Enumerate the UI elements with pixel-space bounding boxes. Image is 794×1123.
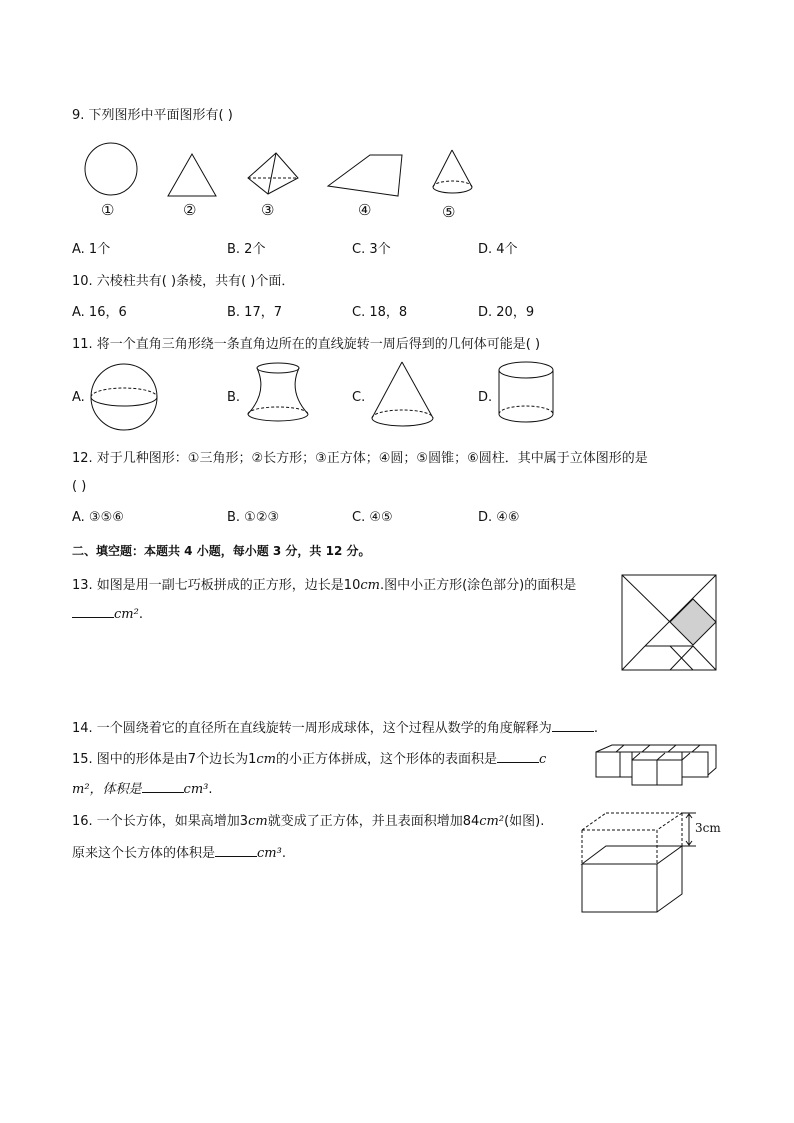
figure-label-4: ④: [358, 201, 372, 219]
figure-label-2: ②: [183, 201, 197, 219]
q12-option-d[interactable]: D. ④⑥: [478, 510, 520, 525]
q12-option-a[interactable]: A. ③⑤⑥: [72, 510, 124, 525]
q9-option-a[interactable]: A. 1个: [72, 242, 111, 257]
q15-text-a: 15. 图中的形体是由7个边长为1: [72, 752, 257, 767]
q12-stem-cont: ( ): [72, 479, 87, 494]
q15-text-m: m²，体积是: [72, 782, 142, 797]
q13-text-a: 13. 如图是用一副七巧板拼成的正方形，边长是10: [72, 578, 361, 593]
q15-volume-unit: cm³: [183, 782, 209, 797]
q10-stem: 10. 六棱柱共有( )条棱，共有( )个面．: [72, 274, 295, 289]
q16-end: .: [281, 846, 286, 861]
q16-text-b: 就变成了正方体，并且表面积增加84: [267, 814, 480, 829]
q10-option-a[interactable]: A. 16，6: [72, 305, 127, 320]
figure-label-5: ⑤: [442, 203, 456, 221]
q15-unit: cm: [256, 752, 276, 767]
q15-tail: c: [538, 752, 547, 767]
q16-answer-unit: cm³: [257, 846, 282, 861]
q12-option-c[interactable]: C. ④⑤: [352, 510, 393, 525]
figure-label-1: ①: [101, 201, 115, 219]
q12-option-b[interactable]: B. ①②③: [227, 510, 280, 525]
q16-text-d: 原来这个长方体的体积是: [72, 846, 216, 861]
q15-text-b: 的小正方体拼成，这个形体的表面积是: [275, 752, 497, 767]
q10-option-b[interactable]: B. 17，7: [227, 305, 282, 320]
q11-option-c[interactable]: C.: [352, 390, 366, 405]
q11-stem: 11. 将一个直角三角形绕一条直角边所在的直线旋转一周后得到的几何体可能是( ): [72, 337, 541, 352]
figure-label-3: ③: [261, 201, 275, 219]
q9-option-c[interactable]: C. 3个: [352, 242, 391, 257]
q9-option-d[interactable]: D. 4个: [478, 242, 518, 257]
q16-text-a: 16. 一个长方体，如果高增加3: [72, 814, 249, 829]
q15-end: .: [208, 782, 213, 797]
q16-unit: cm: [248, 814, 268, 829]
q12-stem: 12. 对于几种图形：①三角形；②长方形；③正方体；④圆；⑤圆锥；⑥圆柱．其中属于立体图形的是: [72, 451, 648, 466]
q16-text-c: (如图).: [504, 814, 545, 829]
q13-answer-unit: cm²: [114, 607, 139, 622]
q11-option-b[interactable]: B.: [227, 390, 241, 405]
q11-option-d[interactable]: D.: [478, 390, 493, 405]
q9-stem: 9. 下列图形中平面图形有( ): [72, 108, 233, 123]
q13-unit: cm: [360, 578, 380, 593]
q10-option-d[interactable]: D. 20，9: [478, 305, 535, 320]
q11-option-a[interactable]: A.: [72, 390, 85, 405]
section-heading: 二、填空题：本题共 4 小题，每小题 3 分，共 12 分。: [72, 544, 371, 558]
q13-text-b: .图中小正方形(涂色部分)的面积是: [379, 578, 577, 593]
q14-end: .: [593, 721, 598, 736]
q16-unit2: cm²: [479, 814, 505, 829]
q14-text: 14. 一个圆绕着它的直径所在直线旋转一周形成球体，这个过程从数学的角度解释为: [72, 721, 552, 736]
q16-figure-label: 3cm: [695, 821, 721, 835]
q9-option-b[interactable]: B. 2个: [227, 242, 266, 257]
q10-option-c[interactable]: C. 18，8: [352, 305, 408, 320]
q13-end: .: [138, 607, 143, 622]
